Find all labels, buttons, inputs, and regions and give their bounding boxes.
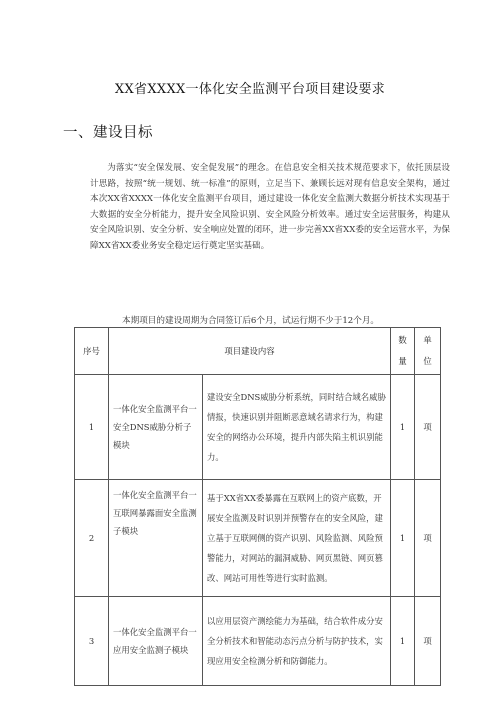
table-row	[75, 480, 441, 597]
header-qty-line2: 量	[398, 356, 407, 366]
row-no: 3	[75, 597, 109, 686]
table-caption: 本期项目的建设周期为合同签订后6个月，试运行期不少于12个月。	[122, 316, 380, 326]
table-row	[75, 375, 441, 480]
row-no: 2	[75, 480, 109, 597]
row-qty: 1	[391, 597, 415, 686]
section-heading: 一、建设目标	[63, 125, 153, 141]
requirements-table	[74, 327, 441, 686]
header-content: 项目建设内容	[109, 328, 391, 375]
header-unit-line1: 单	[423, 335, 432, 345]
row-unit: 项	[415, 597, 441, 686]
row-no: 1	[75, 375, 109, 480]
header-no: 序号	[75, 328, 109, 375]
header-unit-line2: 位	[423, 356, 432, 366]
row-qty: 1	[391, 375, 415, 480]
row-module: 一体化安全监测平台一应用安全监测子模块	[109, 597, 203, 686]
header-qty-line1: 数	[398, 335, 407, 345]
row-desc: 基于XX省XX委暴露在互联网上的资产底数，开展安全监测及时识别并预警存在的安全风险，建立基于互联网侧的资产识别、风险监测、风险预警能力，对网站的漏洞威胁、网页黑链、网页篡改、网站可用性等进行实时监测。	[203, 480, 391, 597]
row-qty: 1	[391, 480, 415, 597]
body-paragraph: 为落实“安全保发展、安全促发展”的理念。在信息安全相关技术规范要求下，依托顶层设计思路，按照“统一规划、统一标准”的原则，立足当下、兼顾长远对现有信息安全架构，通过本次XX省XXXX一体化安全监测平台项目，通过建设一体化安全监测大数据分析技术实现基于大数据的安全分析能力，提升安全风险识别、安全风险分析效率。通过安全运营服务，构建从安全风险识别、安全分析、安全响应处置的闭环，进一步完善XX省XX委的安全运营水平，为保障XX省XX委业务安全稳定运行奠定坚实基础。	[90, 163, 450, 251]
header-unit	[415, 328, 441, 375]
row-module: 一体化安全监测平台一互联网暴露面安全监测子模块	[109, 480, 203, 597]
row-unit: 项	[415, 480, 441, 597]
row-unit: 项	[415, 375, 441, 480]
row-desc: 以应用层资产测绘能力为基础，结合软件成分安全分析技术和智能动态污点分析与防护技术，实现应用安全检测分析和防御能力。	[203, 597, 391, 686]
row-module: 一体化安全监测平台一安全DNS威胁分析子模块	[109, 375, 203, 480]
document-title: XX省XXXX一体化安全监测平台项目建设要求	[114, 82, 386, 97]
table-row	[75, 597, 441, 686]
table-header-row	[75, 328, 441, 375]
row-desc: 建设安全DNS威胁分析系统，同时结合域名威胁情报，快速识别并阻断恶意域名请求行为，构建安全的网络办公环境，提升内部失陷主机识别能力。	[203, 375, 391, 480]
header-qty	[391, 328, 415, 375]
